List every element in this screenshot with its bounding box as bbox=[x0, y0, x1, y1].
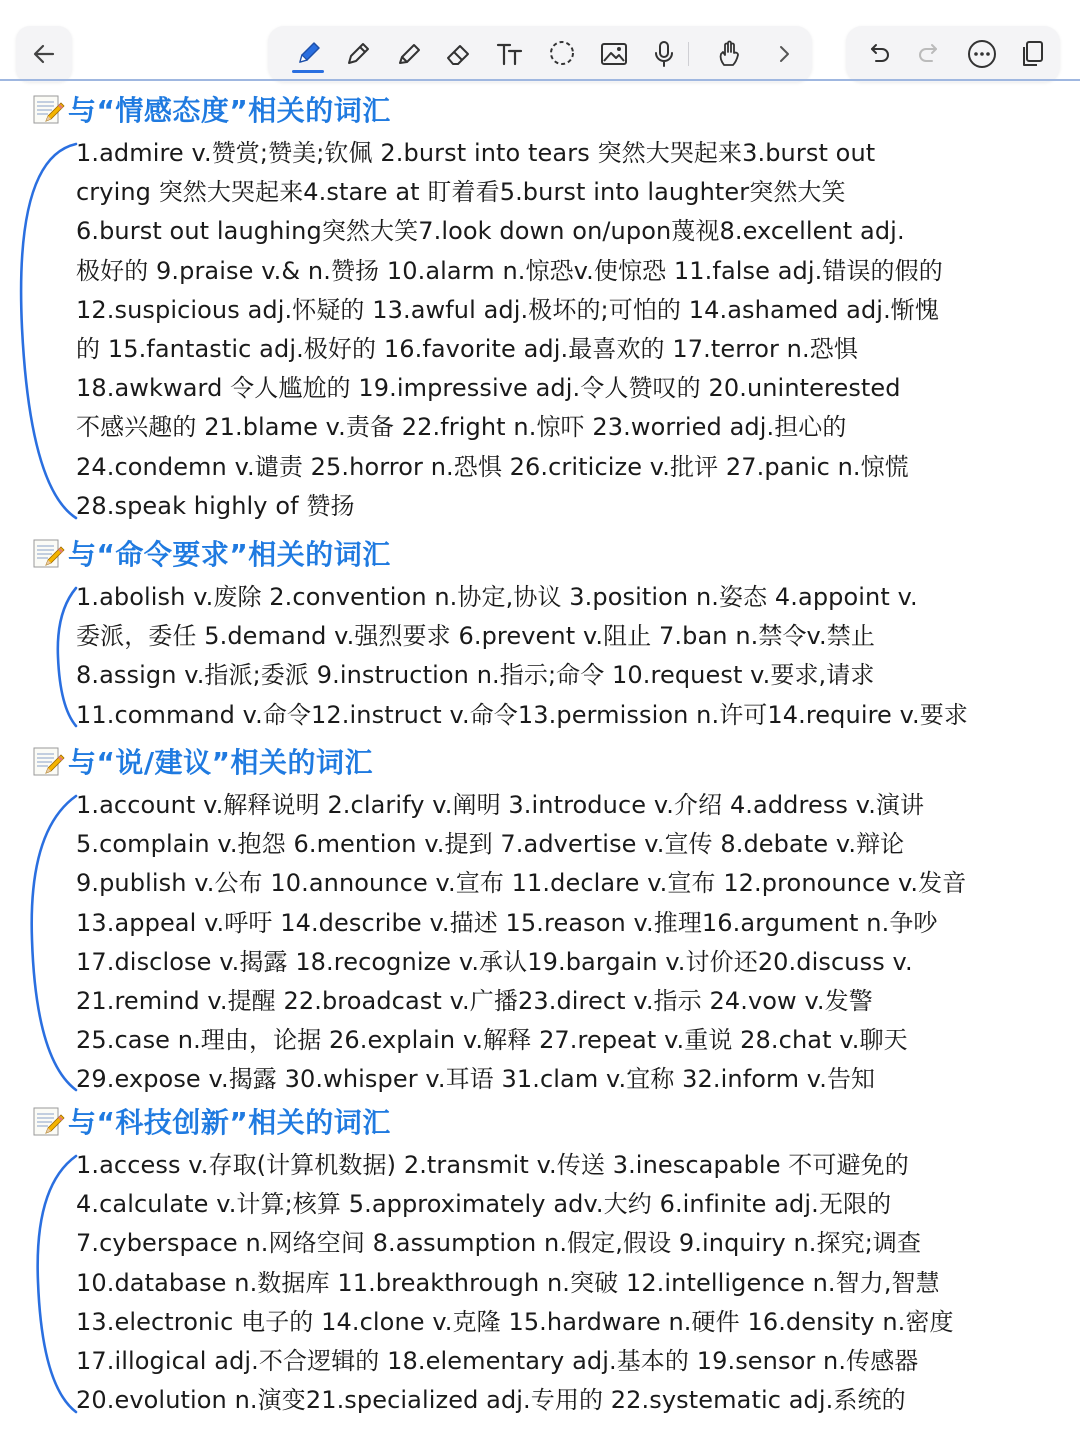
pen-tool-button[interactable] bbox=[288, 34, 328, 74]
vocab-line: 13.appeal v.呼吁 14.describe v.描述 15.reason v.推理16.argument n.争吵 bbox=[76, 908, 938, 937]
vocab-line: 25.case n.理由，论据 26.explain v.解释 27.repeat v.重说 28.chat v.聊天 bbox=[76, 1026, 908, 1055]
vocab-lines bbox=[76, 578, 968, 735]
bracket-annotation bbox=[0, 138, 80, 522]
toolbar-divider bbox=[688, 42, 689, 66]
pages-icon bbox=[1016, 38, 1048, 70]
section-header bbox=[30, 742, 373, 780]
vocab-line: 29.expose v.揭露 30.whisper v.耳语 31.clam v.宜称 32.inform v.告知 bbox=[76, 1065, 876, 1094]
section-title: 与“情感态度”相关的词汇 bbox=[68, 94, 391, 127]
chevron-right-icon bbox=[768, 38, 800, 70]
vocab-line: 28.speak highly of 赞扬 bbox=[76, 491, 355, 520]
pen-icon bbox=[292, 38, 324, 70]
microphone-icon bbox=[648, 38, 680, 70]
microphone-tool-button[interactable] bbox=[644, 34, 684, 74]
vocab-line: 18.awkward 令人尴尬的 19.impressive adj.令人赞叹的 20.uninterested bbox=[76, 374, 901, 403]
vocab-line: 24.condemn v.谴责 25.horror n.恐惧 26.criticize v.批评 27.panic n.惊慌 bbox=[76, 452, 909, 481]
vocab-lines bbox=[76, 786, 966, 1100]
vocab-line: 5.complain v.抱怨 6.mention v.提到 7.advertise v.宣传 8.debate v.辩论 bbox=[76, 830, 905, 859]
memo-icon bbox=[30, 91, 66, 127]
eraser-tool-button[interactable] bbox=[438, 34, 478, 74]
redo-icon bbox=[914, 38, 946, 70]
section-title: 与“说/建议”相关的词汇 bbox=[68, 746, 374, 779]
memo-icon bbox=[30, 1103, 66, 1139]
bracket-annotation bbox=[0, 790, 80, 1096]
section-header bbox=[30, 90, 391, 128]
hand-tool-button[interactable] bbox=[710, 34, 750, 74]
eraser-icon bbox=[442, 38, 474, 70]
lasso-tool-button[interactable] bbox=[542, 34, 582, 74]
vocab-line: 4.calculate v.计算;核算 5.approximately adv.大约 6.infinite adj.无限的 bbox=[76, 1190, 892, 1219]
section-header bbox=[30, 534, 391, 572]
vocab-line: 12.suspicious adj.怀疑的 13.awful adj.极坏的;可怕的 14.ashamed adj.惭愧 bbox=[76, 295, 940, 324]
pencil-icon bbox=[342, 38, 374, 70]
vocab-line: 1.account v.解释说明 2.clarify v.阐明 3.introduce v.介绍 4.address v.演讲 bbox=[76, 791, 925, 819]
redo-button[interactable] bbox=[910, 34, 950, 74]
pencil-tool-button[interactable] bbox=[338, 34, 378, 74]
highlighter-tool-button[interactable] bbox=[388, 34, 428, 74]
more-icon bbox=[966, 38, 998, 70]
vocab-line: 7.cyberspace n.网络空间 8.assumption n.假定,假设 9.inquiry n.探究;调查 bbox=[76, 1229, 922, 1258]
vocab-line: 6.burst out laughing突然大笑7.look down on/upon蔑视8.excellent adj. bbox=[76, 217, 905, 246]
image-icon bbox=[598, 38, 630, 70]
memo-icon bbox=[30, 743, 66, 779]
highlighter-icon bbox=[392, 38, 424, 70]
more-button[interactable] bbox=[962, 34, 1002, 74]
image-tool-button[interactable] bbox=[594, 34, 634, 74]
vocab-lines bbox=[76, 1146, 954, 1420]
vocab-line: 委派，委任 5.demand v.强烈要求 6.prevent v.阻止 7.ban n.禁令v.禁止 bbox=[76, 622, 875, 651]
toolbar-divider-line bbox=[0, 79, 1080, 81]
tool-palette bbox=[268, 26, 812, 82]
vocab-line: 13.electronic 电子的 14.clone v.克隆 15.hardware n.硬件 16.density n.密度 bbox=[76, 1307, 954, 1336]
bracket-annotation bbox=[0, 582, 80, 732]
vocab-line: 的 15.fantastic adj.极好的 16.favorite adj.最喜欢的 17.terror n.恐惧 bbox=[76, 334, 858, 363]
vocab-line: 17.disclose v.揭露 18.recognize v.承认19.bargain v.讨价还20.discuss v. bbox=[76, 947, 913, 976]
vocab-line: 20.evolution n.演变21.specialized adj.专用的 22.systematic adj.系统的 bbox=[76, 1386, 906, 1415]
vocab-line: 极好的 9.praise v.& n.赞扬 10.alarm n.惊恐v.使惊恐 11.false adj.错误的假的 bbox=[76, 256, 943, 285]
lasso-icon bbox=[546, 38, 578, 70]
text-tool-button[interactable] bbox=[490, 34, 530, 74]
vocab-line: 21.remind v.提醒 22.broadcast v.广播23.direct v.指示 24.vow v.发警 bbox=[76, 986, 873, 1015]
back-arrow-icon bbox=[31, 41, 57, 67]
text-icon bbox=[494, 38, 526, 70]
back-button[interactable] bbox=[16, 26, 72, 82]
vocab-line: 10.database n.数据库 11.breakthrough n.突破 12.intelligence n.智力,智慧 bbox=[76, 1268, 940, 1297]
more-tools-button[interactable] bbox=[764, 34, 804, 74]
vocab-line: 11.command v.命令12.instruct v.命令13.permission n.许可14.require v.要求 bbox=[76, 700, 968, 729]
bracket-annotation bbox=[0, 1150, 80, 1418]
vocab-line: 9.publish v.公布 10.announce v.宣布 11.declare v.宣布 12.pronounce v.发音 bbox=[76, 869, 967, 898]
memo-icon bbox=[30, 535, 66, 571]
vocab-line: 1.admire v.赞赏;赞美;钦佩 2.burst into tears 突然大哭起来3.burst out bbox=[76, 139, 876, 167]
toolbar bbox=[0, 0, 1080, 80]
section-title: 与“命令要求”相关的词汇 bbox=[68, 538, 391, 571]
pages-button[interactable] bbox=[1012, 34, 1052, 74]
action-palette bbox=[846, 26, 1060, 82]
vocab-line: 不感兴趣的 21.blame v.责备 22.fright n.惊吓 23.worried adj.担心的 bbox=[76, 413, 847, 442]
vocab-line: crying 突然大哭起来4.stare at 盯着看5.burst into laughter突然大笑 bbox=[76, 178, 846, 207]
vocab-line: 17.illogical adj.不合逻辑的 18.elementary adj.基本的 19.sensor n.传感器 bbox=[76, 1346, 919, 1375]
section-title: 与“科技创新”相关的词汇 bbox=[68, 1106, 391, 1139]
undo-icon bbox=[862, 38, 894, 70]
undo-button[interactable] bbox=[858, 34, 898, 74]
hand-icon bbox=[714, 38, 746, 70]
vocab-lines bbox=[76, 134, 943, 526]
vocab-line: 1.abolish v.废除 2.convention n.协定,协议 3.position n.姿态 4.appoint v. bbox=[76, 583, 918, 611]
active-tool-indicator bbox=[292, 70, 324, 73]
section-header bbox=[30, 1102, 391, 1140]
vocab-line: 8.assign v.指派;委派 9.instruction n.指示;命令 10.request v.要求,请求 bbox=[76, 661, 875, 690]
vocab-line: 1.access v.存取(计算机数据) 2.transmit v.传送 3.inescapable 不可避免的 bbox=[76, 1151, 909, 1179]
